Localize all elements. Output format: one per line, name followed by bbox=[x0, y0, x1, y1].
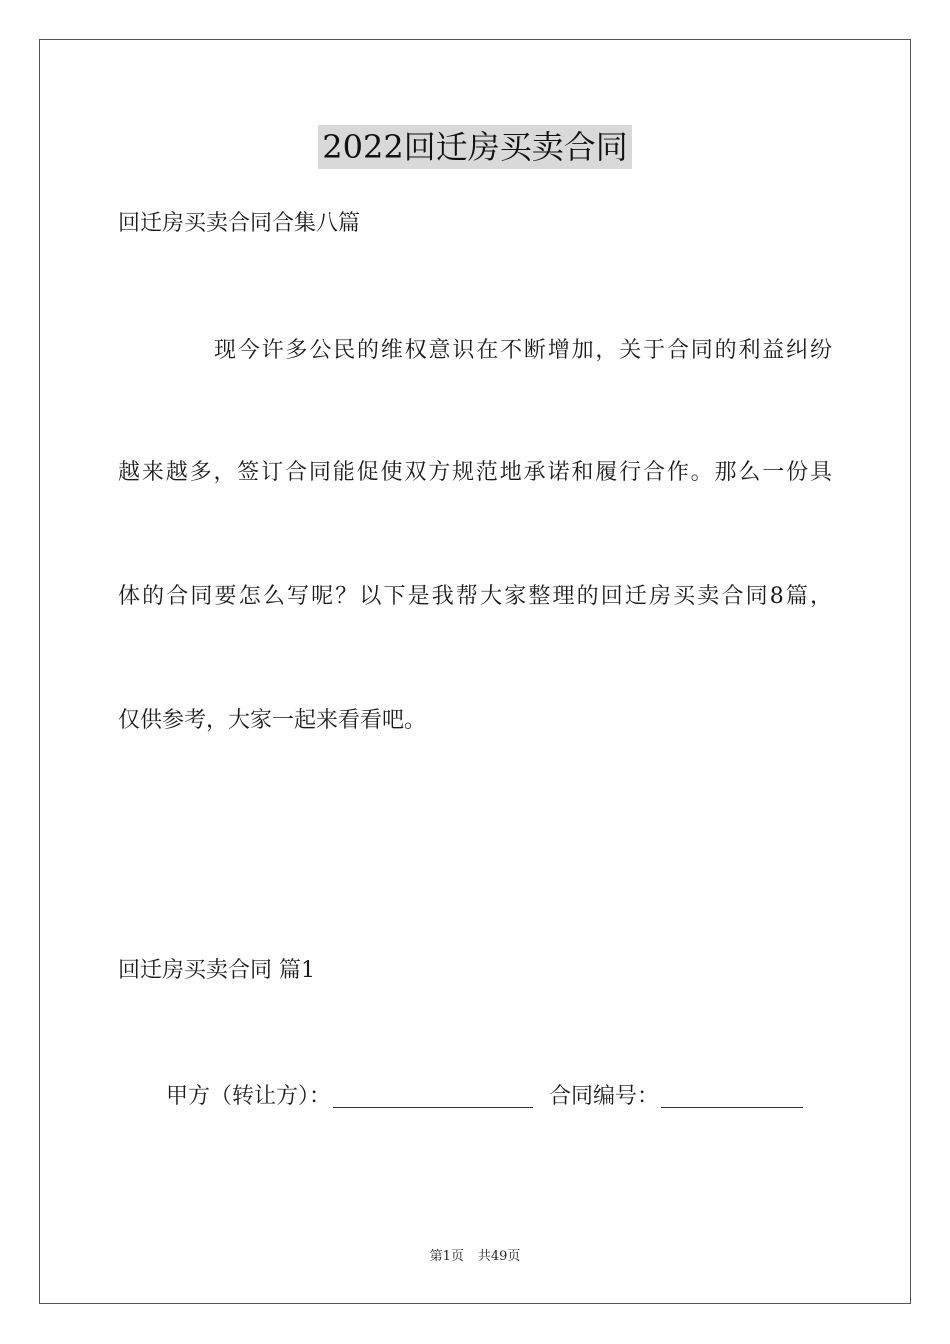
party-a-label: 甲方（转让方）： bbox=[166, 1084, 332, 1109]
intro-paragraph-line-2: 越来越多，签订合同能促使双方规范地承诺和履行合作。那么一份具 bbox=[118, 460, 832, 485]
page-footer bbox=[0, 1248, 950, 1266]
page-total: 共49页 bbox=[477, 1249, 521, 1264]
party-a-blank-field[interactable] bbox=[333, 1085, 533, 1108]
document-subtitle: 回迁房买卖合同合集八篇 bbox=[118, 211, 361, 236]
contract-number-blank-field[interactable] bbox=[661, 1085, 803, 1108]
intro-paragraph-line-3: 体的合同要怎么写呢？以下是我帮大家整理的回迁房买卖合同8篇， bbox=[118, 584, 832, 609]
contract-number-label: 合同编号： bbox=[549, 1084, 660, 1109]
document-title: 2022回迁房买卖合同 bbox=[318, 125, 631, 169]
title-container bbox=[0, 125, 950, 169]
page-number: 第1页 bbox=[429, 1249, 464, 1264]
intro-paragraph-line-1: 现今许多公民的维权意识在不断增加，关于合同的利益纠纷 bbox=[214, 338, 832, 363]
party-info-row bbox=[166, 1082, 836, 1112]
intro-paragraph-line-4: 仅供参考，大家一起来看看吧。 bbox=[118, 708, 427, 733]
section-heading: 回迁房买卖合同 篇1 bbox=[118, 958, 315, 983]
